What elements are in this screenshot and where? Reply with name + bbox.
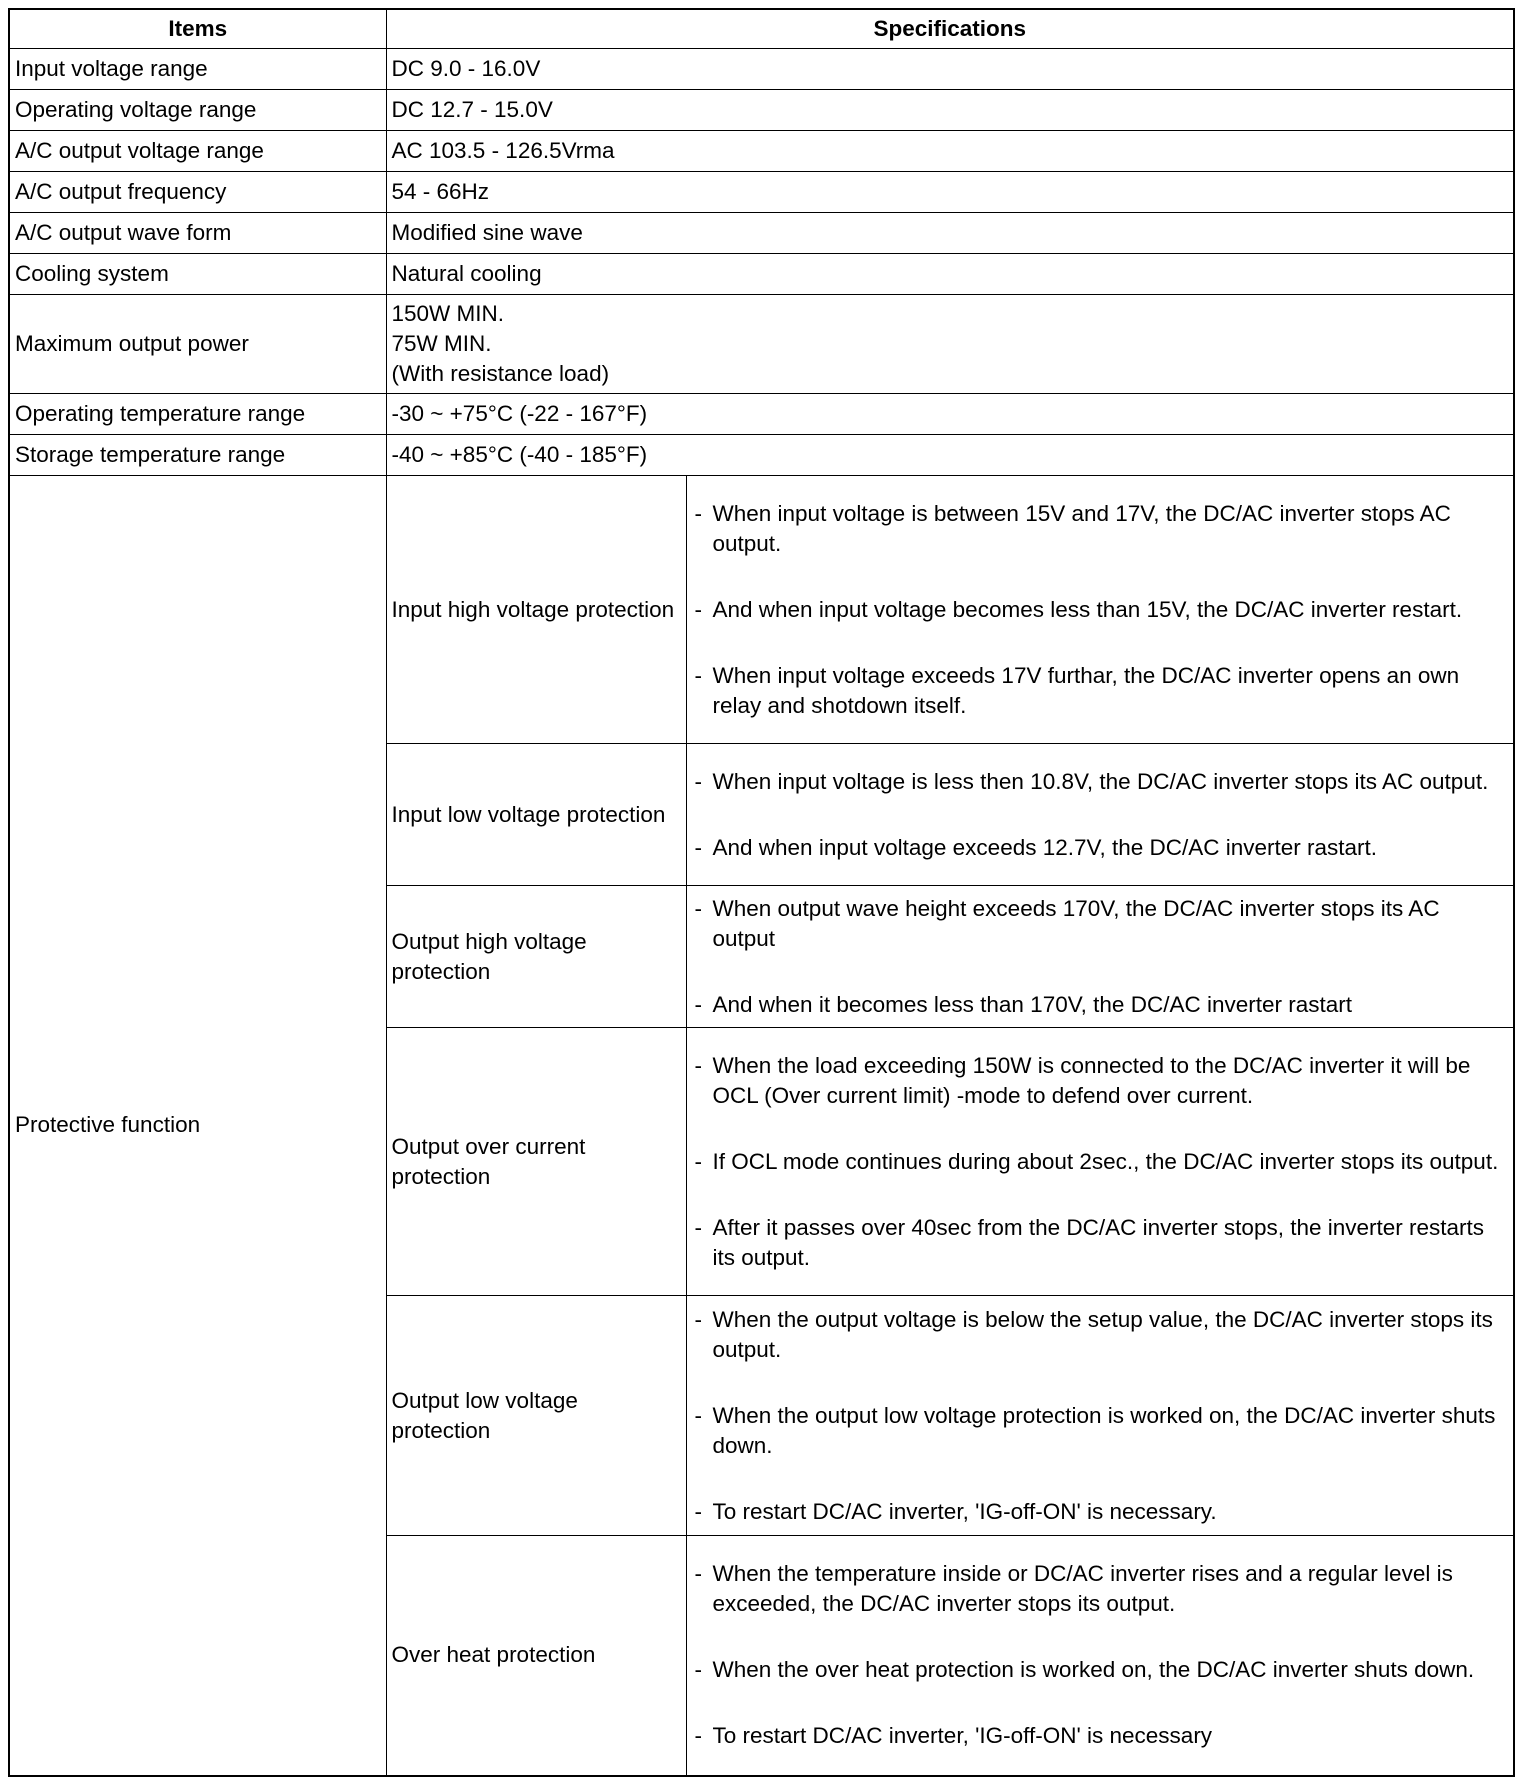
list-item xyxy=(695,1497,1508,1527)
point-text: When the over heat protection is worked on, the DC/AC inverter shuts down. xyxy=(712,1657,1475,1683)
table-row xyxy=(9,131,1514,172)
sub-function-points xyxy=(686,1536,1514,1776)
point-text: And when it becomes less than 170V, the DC/AC inverter rastart xyxy=(712,991,1352,1017)
table-row xyxy=(9,394,1514,435)
header-row xyxy=(9,9,1514,49)
spec-cell: 54 - 66Hz xyxy=(386,172,1514,213)
list-item xyxy=(695,1721,1508,1751)
list-item xyxy=(695,1559,1508,1619)
point-text: When input voltage is less then 10.8V, the DC/AC inverter stops its AC output. xyxy=(712,768,1489,794)
protective-function-cell: Protective function xyxy=(9,476,386,1776)
table-row xyxy=(9,295,1514,394)
dash-marker: - xyxy=(694,991,702,1017)
spec-cell: AC 103.5 - 126.5Vrma xyxy=(386,131,1514,172)
point-text: To restart DC/AC inverter, 'IG-off-ON' is necessary. xyxy=(712,1498,1217,1524)
header-specifications: Specifications xyxy=(386,9,1514,49)
table-row xyxy=(9,49,1514,90)
dash-marker: - xyxy=(694,1723,702,1749)
sub-function-name: Input low voltage protection xyxy=(386,744,686,886)
list-item xyxy=(695,990,1508,1020)
header-items: Items xyxy=(9,9,386,49)
sub-function-name: Output low voltage protection xyxy=(386,1296,686,1536)
dash-marker: - xyxy=(694,895,702,921)
dash-marker: - xyxy=(694,1052,702,1078)
point-text: If OCL mode continues during about 2sec., the DC/AC inverter stops its output. xyxy=(712,1148,1499,1174)
spec-cell-multiline xyxy=(386,295,1514,394)
sub-function-points xyxy=(686,1296,1514,1536)
list-item xyxy=(695,1147,1508,1177)
point-text: And when input voltage exceeds 12.7V, the DC/AC inverter rastart. xyxy=(712,834,1378,860)
item-cell: Operating temperature range xyxy=(9,394,386,435)
table-row xyxy=(9,172,1514,213)
point-text: After it passes over 40sec from the DC/AC inverter stops, the inverter restarts its output. xyxy=(712,1214,1485,1270)
point-text: When the output voltage is below the setup value, the DC/AC inverter stops its output. xyxy=(712,1306,1493,1362)
dash-marker: - xyxy=(694,1306,702,1332)
item-cell: Operating voltage range xyxy=(9,90,386,131)
point-text: When the temperature inside or DC/AC inverter rises and a regular level is exceeded, the DC/AC inverter stops its output. xyxy=(712,1561,1453,1617)
dash-marker: - xyxy=(694,662,702,688)
table-row xyxy=(9,213,1514,254)
spec-cell: DC 9.0 - 16.0V xyxy=(386,49,1514,90)
point-text: When the load exceeding 150W is connected to the DC/AC inverter it will be OCL (Over current limit) -mode to defend over current. xyxy=(712,1052,1471,1108)
item-cell: Storage temperature range xyxy=(9,435,386,476)
dash-marker: - xyxy=(694,1402,702,1428)
sub-function-points xyxy=(686,1028,1514,1296)
list-item xyxy=(695,1051,1508,1111)
item-cell: A/C output frequency xyxy=(9,172,386,213)
list-item xyxy=(695,1213,1508,1273)
dash-marker: - xyxy=(694,596,702,622)
point-text: When input voltage is between 15V and 17V, the DC/AC inverter stops AC output. xyxy=(712,500,1451,556)
list-item xyxy=(695,1401,1508,1461)
item-cell: Cooling system xyxy=(9,254,386,295)
spec-cell: -40 ~ +85°C (-40 - 185°F) xyxy=(386,435,1514,476)
spec-cell: DC 12.7 - 15.0V xyxy=(386,90,1514,131)
sub-function-name: Input high voltage protection xyxy=(386,476,686,744)
dash-marker: - xyxy=(694,500,702,526)
point-text: And when input voltage becomes less than 15V, the DC/AC inverter restart. xyxy=(712,596,1463,622)
sub-function-name: Over heat protection xyxy=(386,1536,686,1776)
dash-marker: - xyxy=(694,1498,702,1524)
sub-function-points xyxy=(686,886,1514,1028)
dash-marker: - xyxy=(694,1657,702,1683)
list-item xyxy=(695,894,1508,954)
list-item xyxy=(695,1305,1508,1365)
item-cell: Maximum output power xyxy=(9,295,386,394)
sub-function-name: Output high voltage protection xyxy=(386,886,686,1028)
spec-cell: Natural cooling xyxy=(386,254,1514,295)
table-row xyxy=(9,254,1514,295)
spec-cell: -30 ~ +75°C (-22 - 167°F) xyxy=(386,394,1514,435)
dash-marker: - xyxy=(694,1214,702,1240)
sub-function-points xyxy=(686,476,1514,744)
point-text: To restart DC/AC inverter, 'IG-off-ON' is necessary xyxy=(712,1723,1213,1749)
item-cell: A/C output wave form xyxy=(9,213,386,254)
item-cell: Input voltage range xyxy=(9,49,386,90)
list-item xyxy=(695,833,1508,863)
dash-marker: - xyxy=(694,1561,702,1587)
list-item xyxy=(695,661,1508,721)
table-row xyxy=(9,435,1514,476)
spec-line: 150W MIN. xyxy=(391,301,505,326)
item-cell: A/C output voltage range xyxy=(9,131,386,172)
point-text: When input voltage exceeds 17V furthar, the DC/AC inverter opens an own relay and shotdown itself. xyxy=(712,662,1460,718)
spec-cell: Modified sine wave xyxy=(386,213,1514,254)
protective-row xyxy=(9,476,1514,744)
specifications-table xyxy=(8,8,1515,1777)
point-text: When output wave height exceeds 170V, the DC/AC inverter stops its AC output xyxy=(712,895,1440,951)
sub-function-points xyxy=(686,744,1514,886)
list-item xyxy=(695,595,1508,625)
table-row xyxy=(9,90,1514,131)
list-item xyxy=(695,767,1508,797)
spec-line: (With resistance load) xyxy=(391,361,610,386)
point-text: When the output low voltage protection is worked on, the DC/AC inverter shuts down. xyxy=(712,1402,1496,1458)
list-item xyxy=(695,1655,1508,1685)
sub-function-name: Output over current protection xyxy=(386,1028,686,1296)
dash-marker: - xyxy=(694,768,702,794)
dash-marker: - xyxy=(694,834,702,860)
dash-marker: - xyxy=(694,1148,702,1174)
list-item xyxy=(695,499,1508,559)
spec-line: 75W MIN. xyxy=(391,331,492,356)
